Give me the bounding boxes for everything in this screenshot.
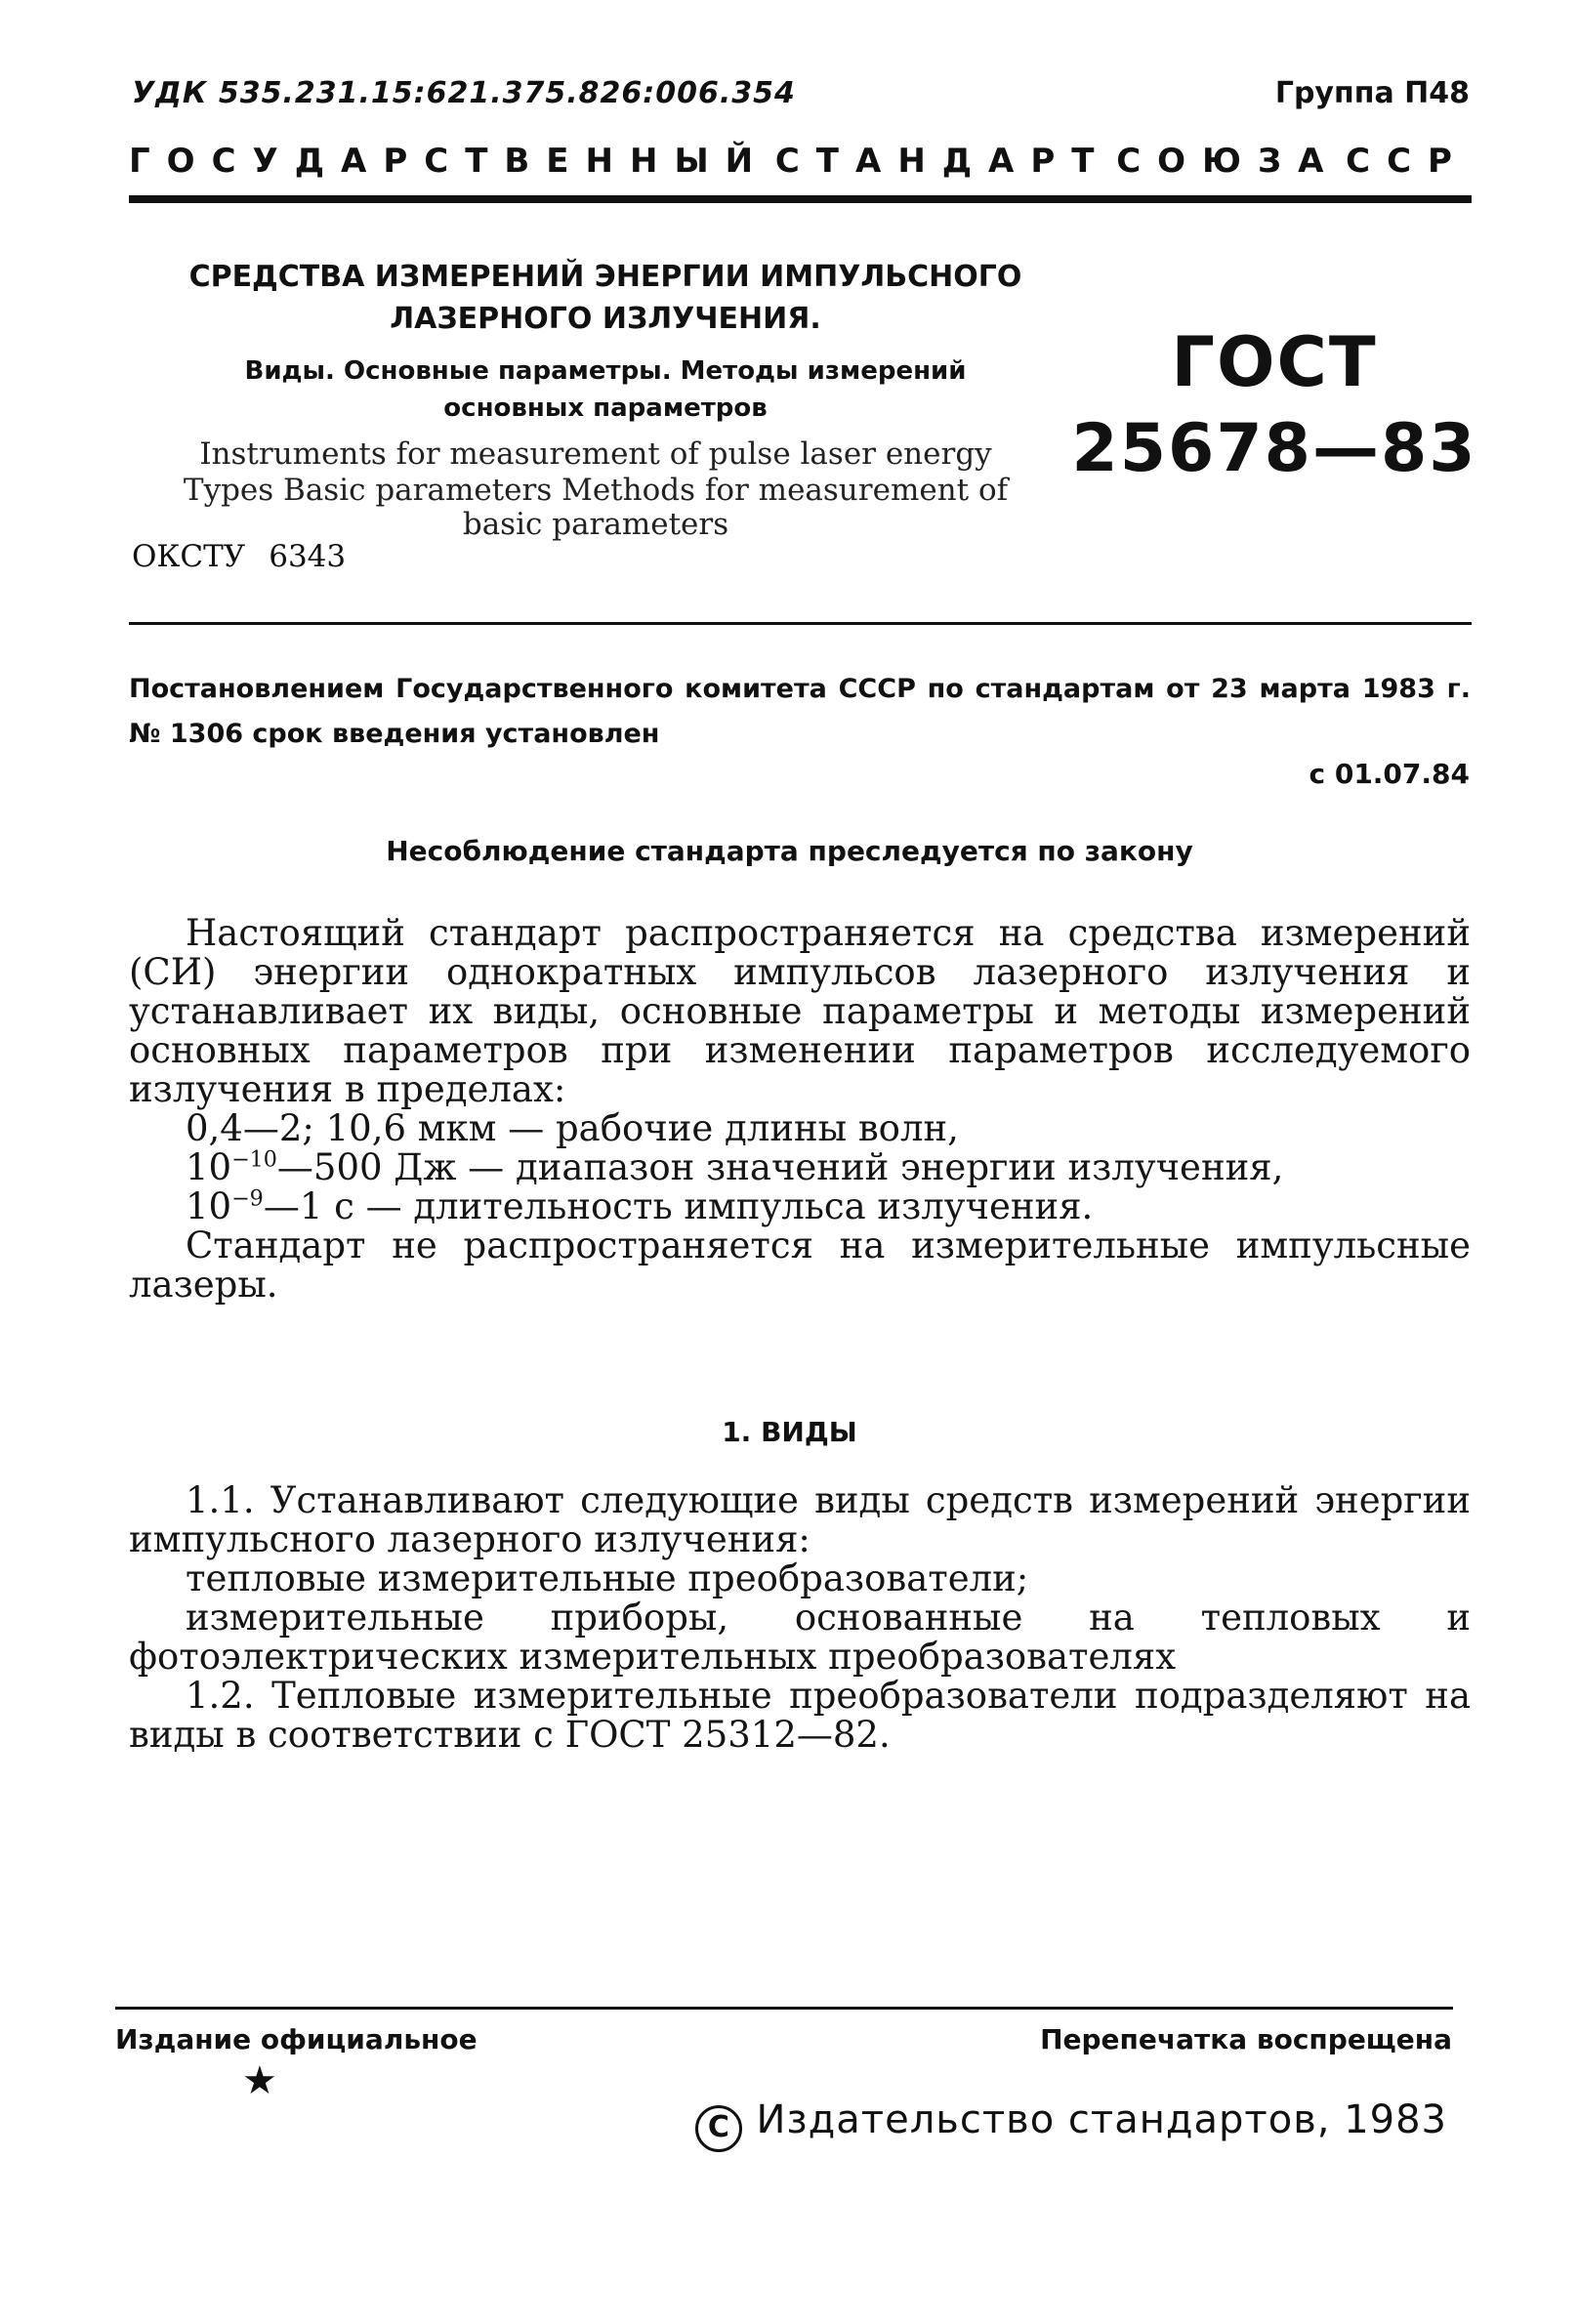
official-edition: Издание официальное <box>115 2023 478 2055</box>
english-title-line-3: basic parameters <box>462 507 729 542</box>
state-standard-title <box>129 142 1469 181</box>
energy-rest: —500 Дж — диапазон значений энергии излучения, <box>276 1146 1284 1188</box>
energy-exponent: −10 <box>231 1146 277 1173</box>
section-1-body <box>129 1481 1471 1755</box>
okstu-code <box>132 539 346 574</box>
udk-code: УДК 535.231.15:621.375.826:006.354 <box>132 76 796 110</box>
legal-warning: Несоблюдение стандарта преследуется по закону <box>386 835 1193 867</box>
okstu-number: 6343 <box>269 539 347 574</box>
state-word: ГОСУДАРСТВЕННЫЙ <box>129 142 770 181</box>
effective-date: с 01.07.84 <box>1309 758 1470 790</box>
type-item-2: измерительные приборы, основанные на тепловых и фотоэлектрических измерительных преобразователях <box>129 1597 1471 1678</box>
subtitle-line-2: основных параметров <box>443 394 768 423</box>
clause-1-1: 1.1. Устанавливают следующие виды средств измерений энергии импульсного лазерного излучения: <box>129 1479 1471 1560</box>
title-rule <box>129 622 1472 625</box>
range-wavelength: 0,4—2; 10,6 мкм — рабочие длины волн, <box>186 1107 959 1149</box>
range-energy <box>129 1148 1471 1187</box>
header-rule <box>129 195 1472 203</box>
reprint-prohibited: Перепечатка воспрещена <box>1040 2023 1452 2055</box>
section-1-heading: 1. ВИДЫ <box>722 1416 857 1448</box>
publisher: Издательство стандартов, 1983 <box>756 2097 1447 2142</box>
title-line-2: ЛАЗЕРНОГО ИЗЛУЧЕНИЯ. <box>390 302 821 336</box>
energy-base: 10 <box>186 1146 232 1188</box>
okstu-label: ОКСТУ <box>132 539 246 574</box>
range-duration <box>129 1187 1471 1226</box>
copyright-line <box>695 2097 1447 2152</box>
english-title-line-2: Types Basic parameters Methods for measurement of <box>183 473 1009 508</box>
group-code: Группа П48 <box>1274 76 1470 110</box>
intro-section <box>129 914 1471 1305</box>
subtitle-line-1: Виды. Основные параметры. Методы измерений <box>244 356 967 386</box>
copyright-icon: C <box>695 2105 742 2152</box>
ssr-word: ССР <box>1346 142 1469 181</box>
title-line-1: СРЕДСТВА ИЗМЕРЕНИЙ ЭНЕРГИИ ИМПУЛЬСНОГО <box>188 260 1022 294</box>
star-icon: ★ <box>242 2058 277 2103</box>
gost-label: ГОСТ <box>1171 322 1378 402</box>
english-title-line-1: Instruments for measurement of pulse laser energy <box>199 436 992 472</box>
footer-rule <box>115 2007 1453 2010</box>
union-word: СОЮЗА <box>1116 142 1341 181</box>
decree-text: Постановлением Государственного комитета СССР по стандартам от 23 марта 1983 г. № 1306 срок введения установлен <box>129 674 1471 749</box>
clause-1-2: 1.2. Тепловые измерительные преобразователи подразделяют на виды в соответствии с ГОСТ 25312—82. <box>129 1675 1471 1756</box>
standard-word: СТАНДАРТ <box>774 142 1111 181</box>
scope-exclusion: Стандарт не распространяется на измерительные импульсные лазеры. <box>129 1224 1471 1306</box>
duration-base: 10 <box>186 1185 232 1227</box>
duration-exponent: −9 <box>231 1185 264 1212</box>
intro-paragraph: Настоящий стандарт распространяется на средства измерений (СИ) энергии однократных импульсов лазерного излучения и устанавливает их виды, основные параметры и методы измерений основных параметров при изменении параметров исследуемого излучения в пределах: <box>129 912 1471 1110</box>
gost-number: 25678—83 <box>1071 410 1477 487</box>
type-item-1: тепловые измерительные преобразователи; <box>186 1557 1029 1599</box>
duration-rest: —1 с — длительность импульса излучения. <box>263 1185 1094 1227</box>
